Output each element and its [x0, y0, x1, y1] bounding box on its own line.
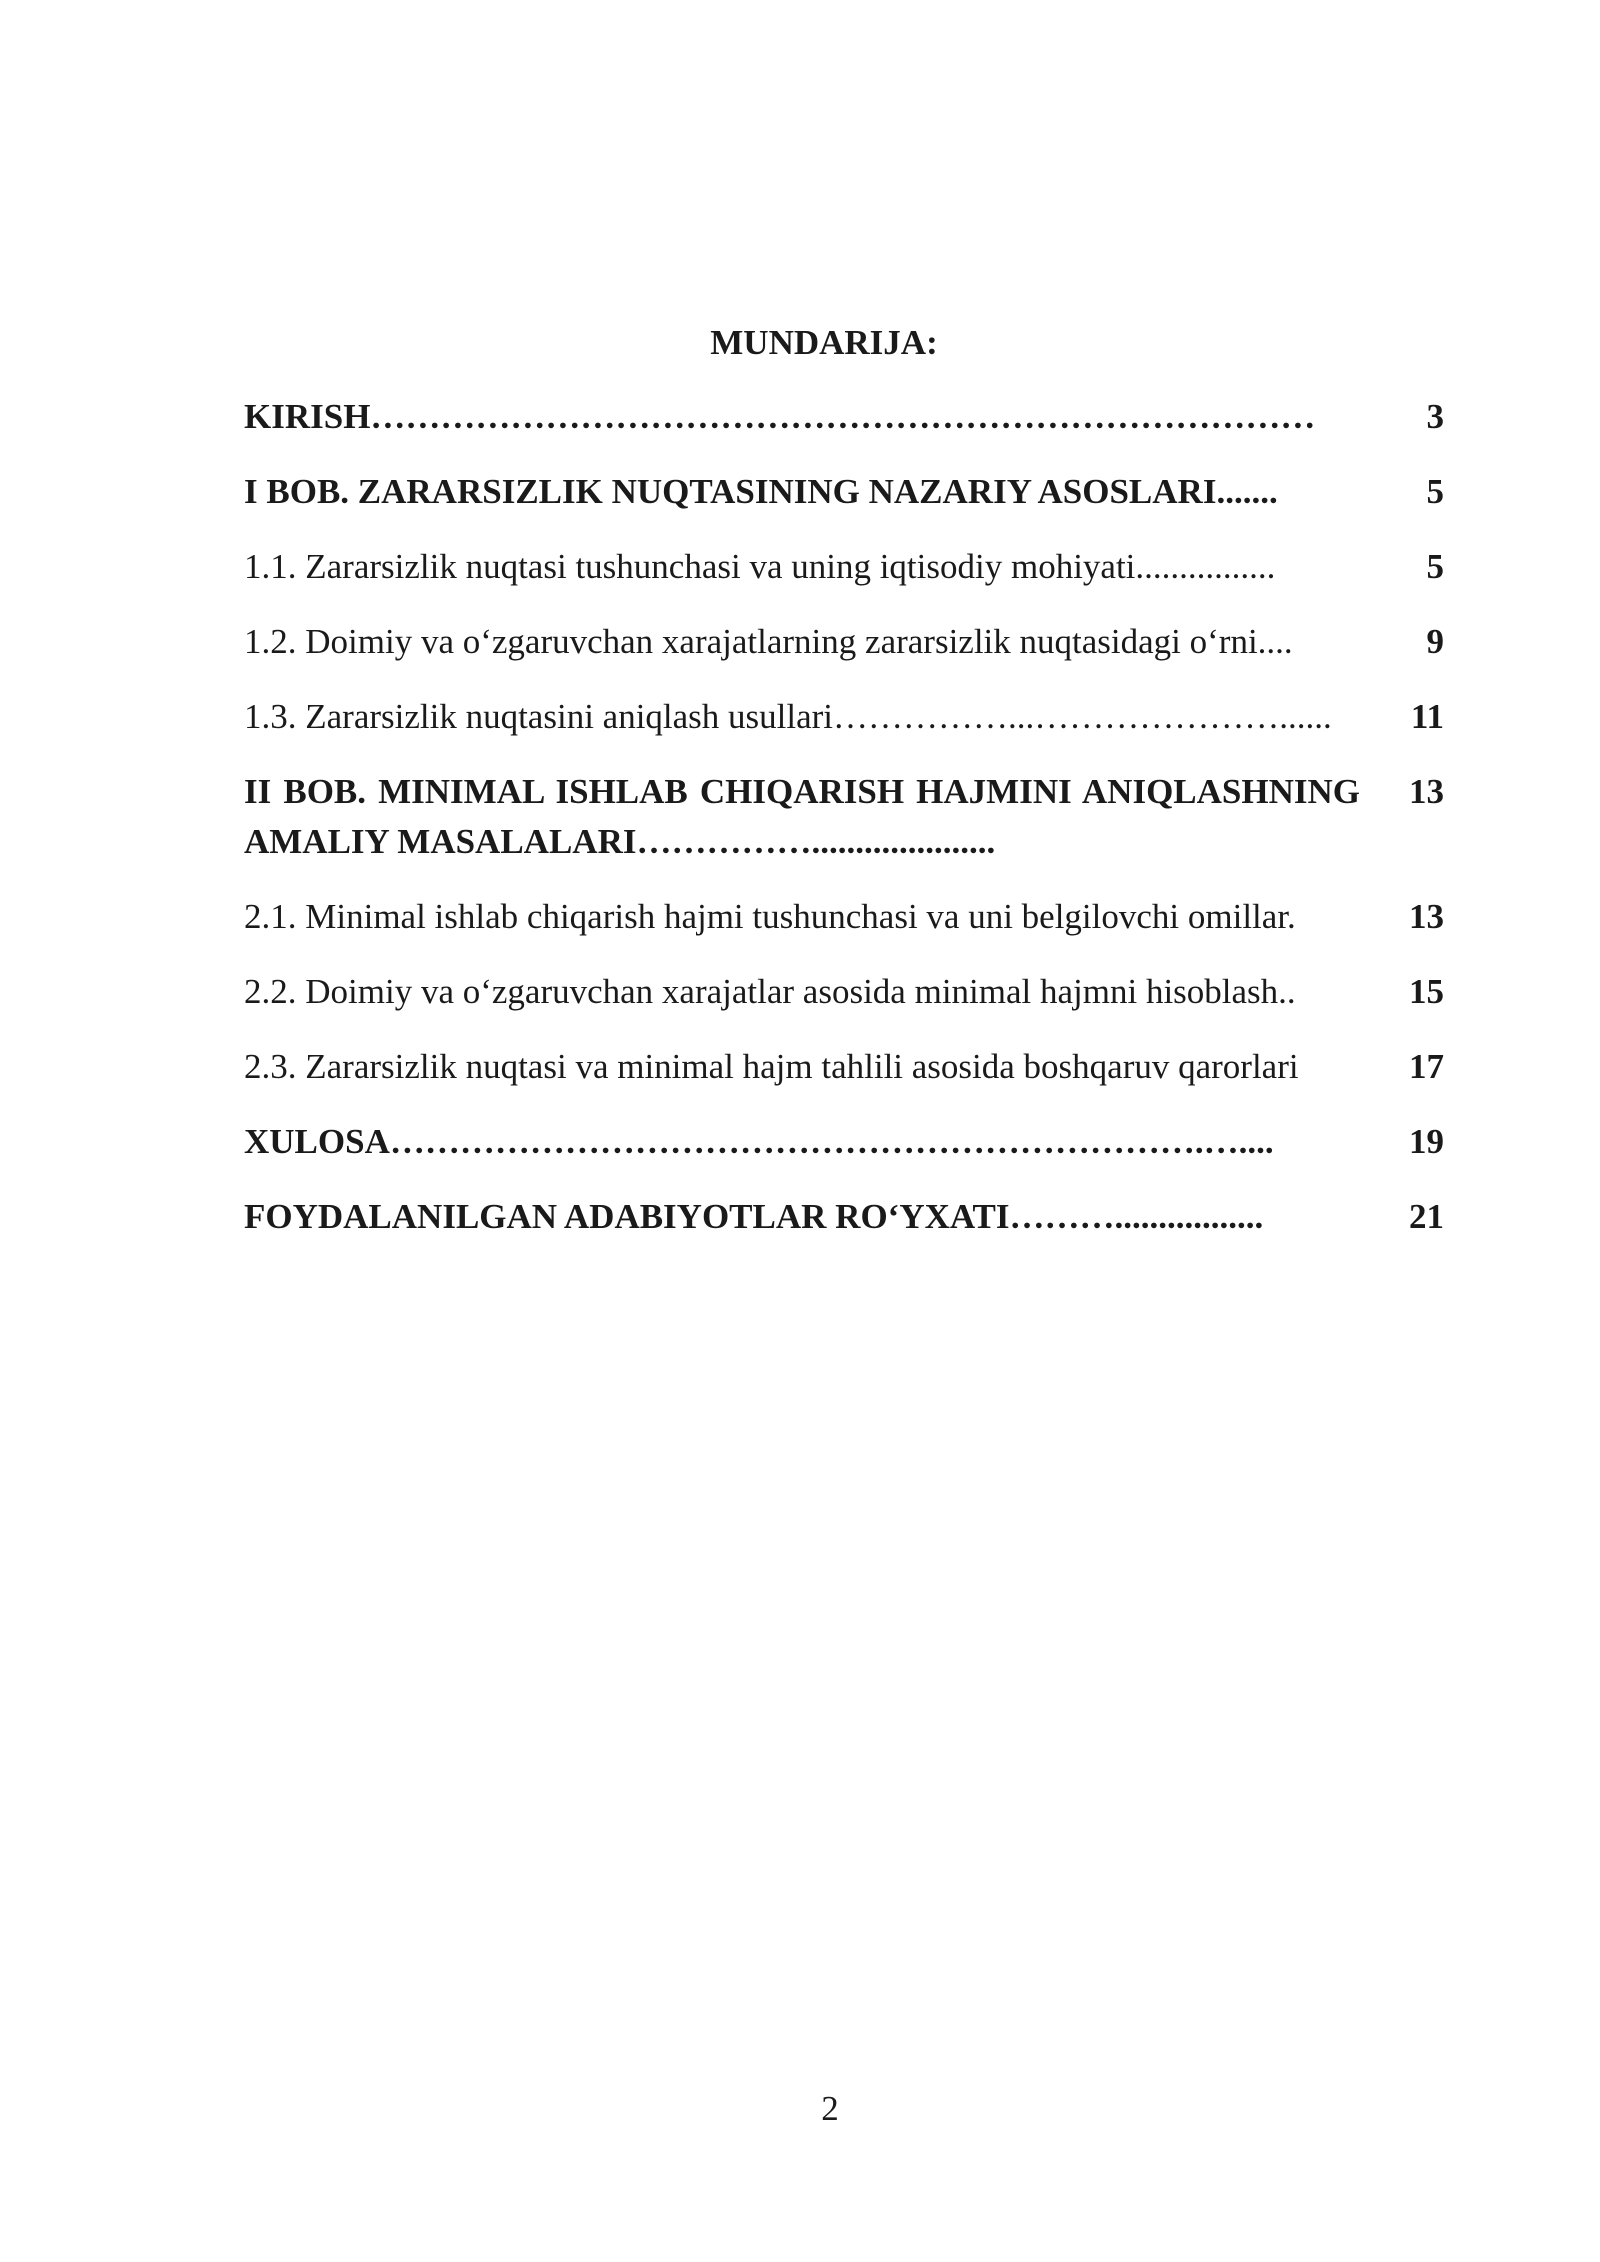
toc-entry-page: 11	[1410, 697, 1444, 736]
toc-entry-page: 15	[1409, 972, 1444, 1011]
toc-entry-text: 1.2. Doimiy va o‘zgaruvchan xarajatlarning zararsizlik nuqtasidagi o‘rni....	[244, 622, 1293, 661]
toc-entry-text: 2.2. Doimiy va o‘zgaruvchan xarajatlar asosida minimal hajmni hisoblash..	[244, 972, 1296, 1011]
toc-entry-section-1-1[interactable]	[244, 542, 1444, 592]
toc-entry-section-2-2[interactable]	[244, 967, 1444, 1017]
toc-title: MUNDARIJA:	[710, 323, 938, 362]
toc-entry-page: 13	[1409, 897, 1444, 936]
toc-entry-page: 17	[1409, 1047, 1444, 1086]
toc-entry-text: 1.3. Zararsizlik nuqtasini aniqlash usullari……………...…………………......	[244, 697, 1332, 736]
toc-entry-chapter-1[interactable]	[244, 467, 1444, 517]
toc-entry-page: 13	[1409, 772, 1444, 811]
toc-entry-section-1-3[interactable]	[244, 692, 1444, 742]
toc-entry-text: XULOSA…………………………………………………………….…....	[244, 1122, 1274, 1161]
toc-entry-chapter-2[interactable]	[244, 767, 1444, 867]
toc-entry-bibliography[interactable]	[244, 1192, 1444, 1242]
toc-entry-section-1-2[interactable]	[244, 617, 1444, 667]
toc-entry-text: 2.1. Minimal ishlab chiqarish hajmi tushunchasi va uni belgilovchi omillar.	[244, 897, 1296, 936]
toc-entry-text: 2.3. Zararsizlik nuqtasi va minimal hajm tahlili asosida boshqaruv qarorlari	[244, 1047, 1299, 1086]
toc-entry-text: KIRISH………………………………………………………………………	[244, 397, 1316, 436]
page-number: 2	[821, 2089, 839, 2128]
toc-entry-text: II BOB. MINIMAL ISHLAB CHIQARISH HAJMINI ANIQLASHNING AMALIY MASALALARI…………….....................	[244, 772, 1360, 861]
toc-entry-page: 3	[1426, 397, 1444, 436]
toc-entry-kirish[interactable]	[244, 392, 1444, 442]
toc-entry-text: 1.1. Zararsizlik nuqtasi tushunchasi va uning iqtisodiy mohiyati................	[244, 547, 1276, 586]
toc-entry-page: 19	[1409, 1122, 1444, 1161]
toc-entry-xulosa[interactable]	[244, 1117, 1444, 1167]
table-of-contents	[244, 392, 1444, 1267]
toc-entry-page: 21	[1409, 1197, 1444, 1236]
toc-entry-text: I BOB. ZARARSIZLIK NUQTASINING NAZARIY ASOSLARI.......	[244, 472, 1278, 511]
toc-entry-section-2-1[interactable]	[244, 892, 1444, 942]
toc-entry-page: 9	[1426, 622, 1444, 661]
toc-entry-page: 5	[1426, 472, 1444, 511]
toc-entry-section-2-3[interactable]	[244, 1042, 1444, 1092]
toc-entry-page: 5	[1426, 547, 1444, 586]
toc-entry-text: FOYDALANILGAN ADABIYOTLAR RO‘YXATI……….................	[244, 1197, 1264, 1236]
